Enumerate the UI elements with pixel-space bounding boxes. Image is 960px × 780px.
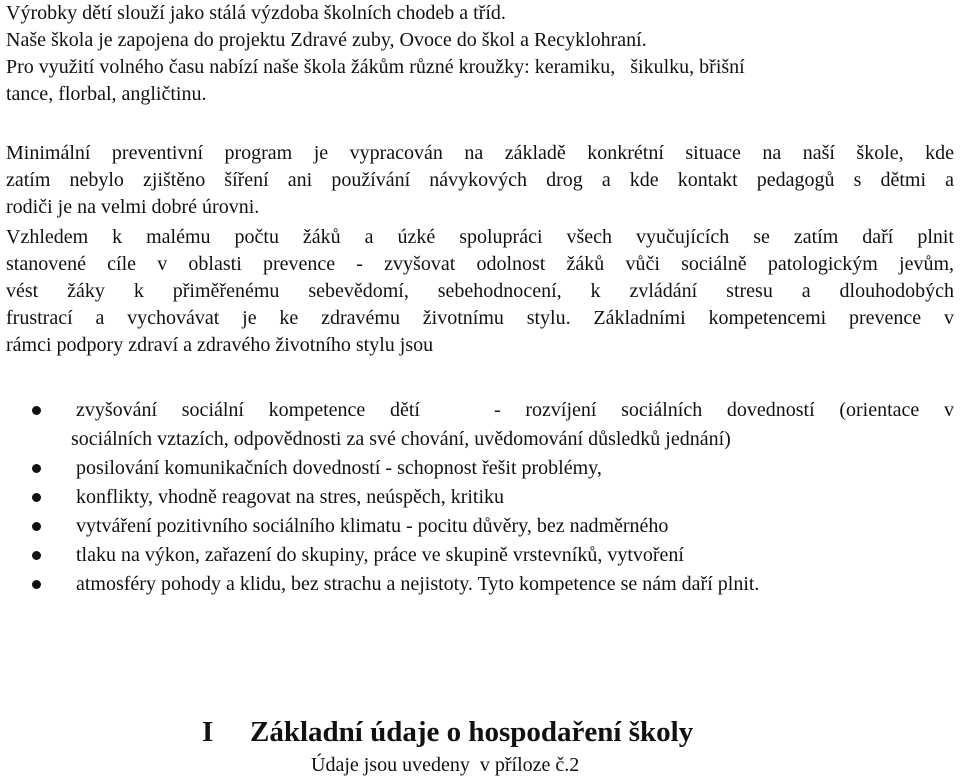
text-line: Pro využití volného času nabízí naše škola žákům různé kroužky: keramiku, šikulku, břišní — [6, 56, 745, 78]
list-item-text: posilování komunikačních dovedností - schopnost řešit problémy, — [76, 457, 602, 479]
list-item-text: tlaku na výkon, zařazení do skupiny, práce ve skupině vrstevníků, vytvoření — [76, 544, 684, 566]
text-line: rámci podpory zdraví a zdravého životního stylu jsou — [6, 334, 434, 356]
section-heading — [202, 712, 693, 752]
bullet-icon — [32, 464, 41, 473]
prevention-program-paragraph — [6, 140, 954, 221]
text-line: Vzhledem k malému počtu žáků a úzké spolupráci všech vyučujících se zatím daří plnit — [6, 226, 954, 248]
list-item-text-continuation: sociálních vztazích, odpovědnosti za své chování, uvědomování důsledků jednání) — [71, 428, 731, 450]
list-item-text: atmosféry pohody a klidu, bez strachu a nejistoty. Tyto kompetence se nám daří plnit. — [76, 573, 760, 595]
list-item — [6, 483, 954, 512]
section-number: I — [202, 716, 214, 748]
bullet-icon — [32, 406, 41, 415]
section-note: Údaje jsou uvedeny v příloze č.2 — [311, 754, 580, 776]
list-item-text: vytváření pozitivního sociálního klimatu - pocitu důvěry, bez nadměrného — [76, 515, 669, 537]
list-item-text: zvyšování sociální kompetence dětí - rozvíjení sociálních dovedností (orientace v — [76, 399, 954, 421]
bullet-icon — [32, 551, 41, 560]
text-line: tance, florbal, angličtinu. — [6, 83, 207, 105]
bullet-icon — [32, 493, 41, 502]
text-line: Minimální preventivní program je vypracován na základě konkrétní situace na naší škole, kde — [6, 142, 954, 164]
intro-paragraph — [6, 0, 954, 108]
text-line: rodiči je na velmi dobré úrovni. — [6, 196, 260, 218]
section-title: Základní údaje o hospodaření školy — [250, 716, 694, 748]
competence-list — [6, 396, 954, 599]
document-page — [6, 0, 954, 595]
list-item-text: konflikty, vhodně reagovat na stres, neúspěch, kritiku — [76, 486, 505, 508]
text-line: zatím nebylo zjištěno šíření ani používání návykových drog a kde kontakt pedagogů s dětmi a — [6, 169, 954, 191]
list-item — [6, 396, 954, 454]
bullet-icon — [32, 522, 41, 531]
list-item — [6, 570, 954, 599]
list-item — [6, 454, 954, 483]
text-line: frustrací a vychovávat je ke zdravému životnímu stylu. Základními kompetencemi prevence v — [6, 307, 954, 329]
bullet-icon — [32, 580, 41, 589]
list-item — [6, 512, 954, 541]
prevention-goals-paragraph — [6, 224, 954, 359]
text-line: stanovené cíle v oblasti prevence - zvyšovat odolnost žáků vůči sociálně patologickým jevům, — [6, 253, 954, 275]
text-line: Naše škola je zapojena do projektu Zdravé zuby, Ovoce do škol a Recyklohraní. — [6, 29, 647, 51]
text-line: Výrobky dětí slouží jako stálá výzdoba školních chodeb a tříd. — [6, 2, 506, 24]
text-line: vést žáky k přiměřenému sebevědomí, sebehodnocení, k zvládání stresu a dlouhodobých — [6, 280, 954, 302]
list-item — [6, 541, 954, 570]
